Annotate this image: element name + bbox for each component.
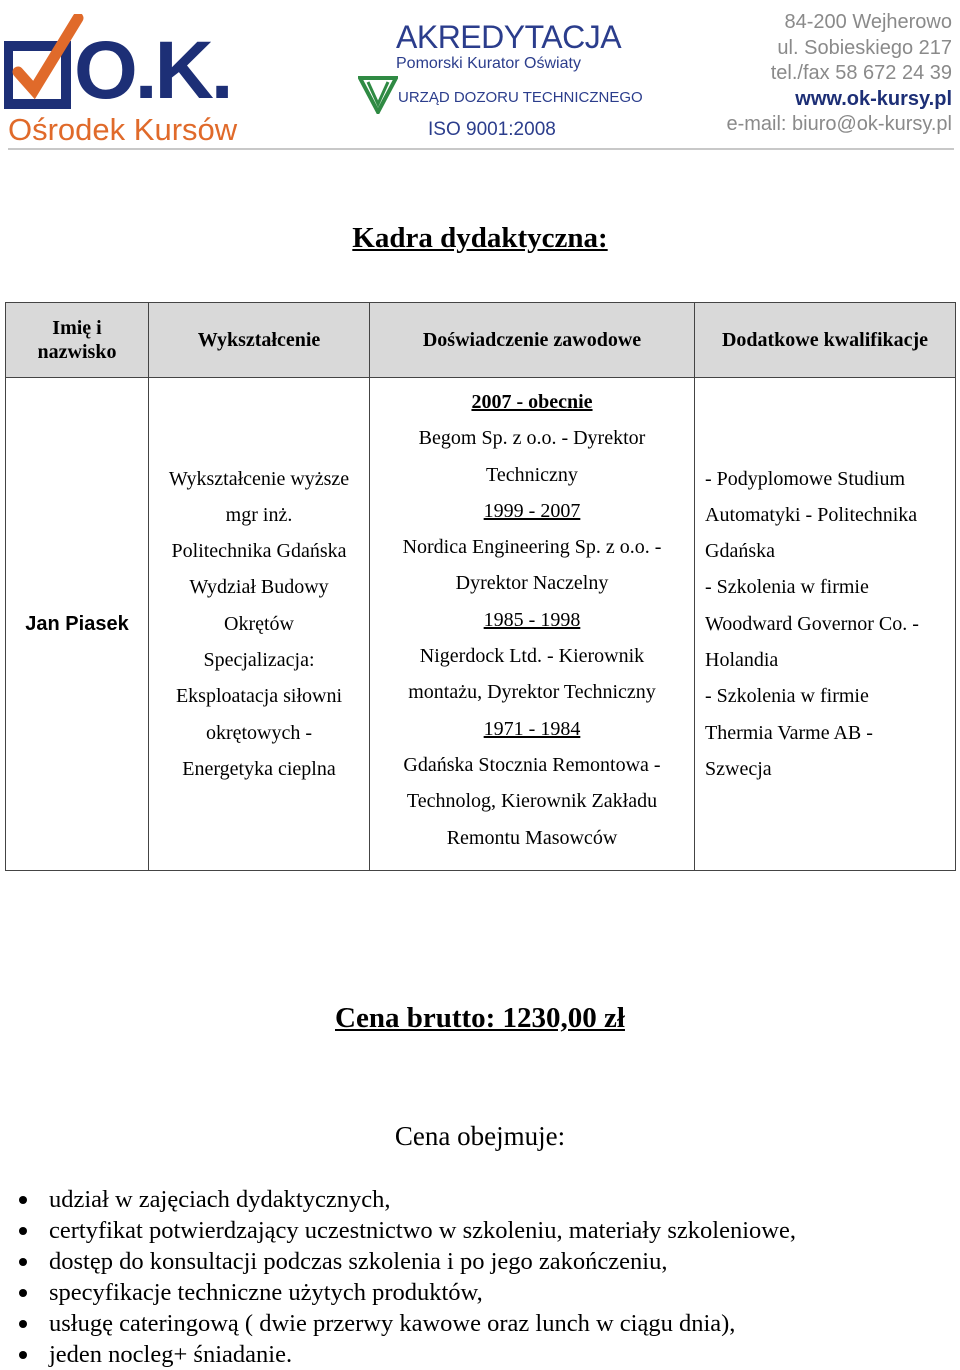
experience-cell: [370, 378, 695, 871]
accreditation-subtitle: Pomorski Kurator Oświaty: [396, 55, 581, 72]
experience-period: 2007 - obecnie: [471, 391, 593, 413]
education-line: okrętowych -: [205, 721, 313, 744]
bullet-icon: [19, 1320, 27, 1328]
list-item-text: specyfikacje techniczne użytych produktów,: [49, 1279, 483, 1306]
education-line: Wydział Budowy: [189, 576, 329, 599]
checkbox-check-icon: [4, 14, 84, 114]
letterhead: [0, 0, 960, 150]
qualification-line: Szwecja: [705, 757, 772, 780]
table-row: [6, 378, 956, 871]
list-item: [0, 1308, 950, 1339]
contact-phone: tel./fax 58 672 24 39: [770, 62, 952, 84]
contact-email-link[interactable]: e-mail: biuro@ok-kursy.pl: [726, 113, 952, 135]
udt-logo-icon: [358, 74, 398, 114]
bullet-icon: [19, 1351, 27, 1359]
iso-label: ISO 9001:2008: [428, 119, 556, 140]
bullet-icon: [19, 1289, 27, 1297]
bullet-icon: [19, 1196, 27, 1204]
udt-label: URZĄD DOZORU TECHNICZNEGO: [398, 89, 643, 106]
accreditation-block: [356, 14, 643, 146]
header-qualifications: Dodatkowe kwalifikacje: [695, 303, 956, 378]
qualification-line: Holandia: [705, 649, 779, 672]
qualification-line: Thermia Varme AB -: [705, 721, 873, 744]
accreditation-title: AKREDYTACJA: [396, 19, 622, 55]
education-line: Wykształcenie wyższe: [168, 467, 350, 490]
experience-line: Begom Sp. z o.o. - Dyrektor: [418, 427, 646, 450]
qualification-line: - Szkolenia w firmie: [705, 576, 869, 599]
experience-period: 1999 - 2007: [483, 499, 581, 522]
experience-line: Technolog, Kierownik Zakładu: [406, 790, 658, 813]
experience-period: 1971 - 1984: [483, 717, 581, 740]
includes-heading: Cena obejmuje:: [394, 1121, 566, 1151]
logo-subtitle: Ośrodek Kursów: [8, 112, 238, 147]
staff-table: [5, 302, 956, 871]
experience-period: 1985 - 1998: [483, 608, 581, 631]
header-experience: Doświadczenie zawodowe: [370, 303, 695, 378]
qualifications-cell: [695, 378, 956, 871]
experience-line: Nigerdock Ltd. - Kierownik: [419, 645, 645, 668]
experience-line: Techniczny: [486, 463, 578, 486]
education-line: Eksploatacja siłowni: [175, 685, 343, 708]
header-divider: [8, 148, 954, 150]
experience-line: Remontu Masowców: [446, 826, 618, 849]
list-item-text: dostęp do konsultacji podczas szkolenia i po jego zakończeniu,: [49, 1248, 668, 1275]
experience-line: Nordica Engineering Sp. z o.o. -: [402, 536, 662, 559]
experience-line: Dyrektor Naczelny: [455, 572, 609, 595]
page-title: Kadra dydaktyczna:: [352, 222, 608, 254]
header-name: Imię i nazwisko: [6, 303, 149, 378]
list-item: [0, 1246, 950, 1277]
qualification-line: Automatyki - Politechnika: [705, 503, 918, 526]
education-line: Energetyka cieplna: [182, 757, 336, 780]
education-line: Politechnika Gdańska: [171, 540, 347, 563]
contact-website-link[interactable]: www.ok-kursy.pl: [795, 87, 952, 110]
qualification-line: Woodward Governor Co. -: [705, 612, 919, 635]
education-line: mgr inż.: [225, 503, 293, 526]
ok-logo: [4, 8, 254, 147]
education-cell: [149, 378, 370, 871]
contact-city: 84-200 Wejherowo: [784, 11, 952, 33]
instructor-name: Jan Piasek: [6, 378, 149, 871]
education-line: Specjalizacja:: [203, 649, 315, 672]
qualification-line: Gdańska: [705, 540, 775, 563]
qualification-line: - Szkolenia w firmie: [705, 685, 869, 708]
contact-street: ul. Sobieskiego 217: [777, 36, 952, 59]
list-item: [0, 1339, 950, 1370]
qualification-line: - Podyplomowe Studium: [705, 467, 906, 490]
list-item-text: jeden nocleg+ śniadanie.: [49, 1341, 293, 1368]
experience-line: Gdańska Stocznia Remontowa -: [403, 753, 661, 776]
bullet-icon: [19, 1227, 27, 1235]
includes-list: [0, 1184, 950, 1370]
list-item-text: certyfikat potwierdzający uczestnictwo w szkoleniu, materiały szkoleniowe,: [49, 1217, 796, 1244]
list-item: [0, 1184, 950, 1215]
header-education: Wykształcenie: [149, 303, 370, 378]
contact-block: [726, 10, 952, 138]
list-item: [0, 1277, 950, 1308]
price-heading: Cena brutto: 1230,00 zł: [335, 1002, 625, 1034]
list-item: [0, 1215, 950, 1246]
list-item-text: usługę cateringową ( dwie przerwy kawowe oraz lunch w ciągu dnia),: [49, 1310, 736, 1337]
bullet-icon: [19, 1258, 27, 1266]
list-item-text: udział w zajęciach dydaktycznych,: [49, 1186, 391, 1213]
logo-mark: O.K.: [74, 25, 231, 116]
table-header-row: [6, 303, 956, 378]
experience-line: montażu, Dyrektor Techniczny: [408, 681, 656, 704]
education-line: Okrętów: [224, 612, 294, 635]
